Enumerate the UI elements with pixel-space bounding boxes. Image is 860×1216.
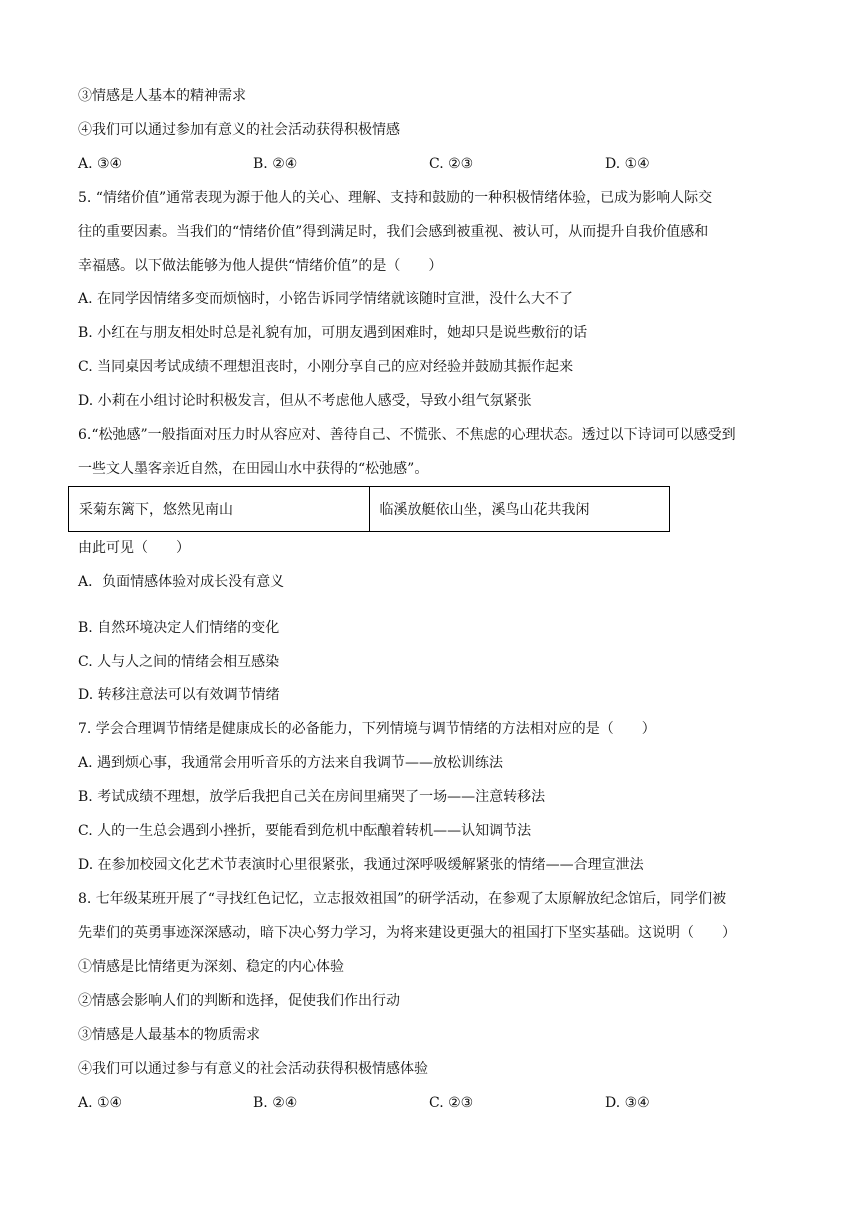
option-d: D. ③④ [605,1095,650,1111]
poem-cell-2: 临溪放艇依山坐，溪鸟山花共我闲 [369,487,670,532]
statement-4: ④我们可以通过参加有意义的社会活动获得积极情感 [78,122,400,138]
option-c: C. 当同桌因考试成绩不理想沮丧时，小刚分享自己的应对经验并鼓励其振作起来 [78,359,574,375]
option-a: A. ③④ [78,156,123,172]
statement-2: ②情感会影响人们的判断和选择，促使我们作出行动 [78,993,400,1009]
question-stem: 6.“松弛感”一般指面对压力时从容应对、善待自己、不慌张、不焦虑的心理状态。透过以下诗词可以感受到 [78,427,736,443]
option-d: D. 小莉在小组讨论时积极发言，但从不考虑他人感受，导致小组气氛紧张 [78,393,532,409]
statement-4: ④我们可以通过参与有意义的社会活动获得积极情感体验 [78,1061,428,1077]
option-c: C. ②③ [429,156,474,172]
question-stem: 往的重要因素。当我们的“情绪价值”得到满足时，我们会感到被重视、被认可，从而提升自我价值感和 [78,224,709,240]
poem-cell-1: 采菊东篱下，悠然见南山 [69,487,370,532]
option-b: B. ②④ [253,156,298,172]
question-stem: 5. “情绪价值”通常表现为源于他人的关心、理解、支持和鼓励的一种积极情绪体验，已成为影响人际交 [78,190,713,206]
option-d: D. ①④ [605,156,650,172]
statement-3: ③情感是人基本的精神需求 [78,88,246,104]
question-stem: 8. 七年级某班开展了“寻找红色记忆，立志报效祖国”的研学活动，在参观了太原解放纪念馆后，同学们被 [78,891,727,907]
question-lead: 由此可见（ ） [78,540,190,556]
option-b: B. 考试成绩不理想，放学后我把自己关在房间里痛哭了一场——注意转移法 [78,789,546,805]
question-stem: 7. 学会合理调节情绪是健康成长的必备能力，下列情境与调节情绪的方法相对应的是（ ） [78,721,656,737]
option-a: A．负面情感体验对成长没有意义 [78,574,285,590]
question-stem: 幸福感。以下做法能够为他人提供“情绪价值”的是（ ） [78,258,443,274]
statement-1: ①情感是比情绪更为深刻、稳定的内心体验 [78,959,344,975]
question-stem: 先辈们的英勇事迹深深感动，暗下决心努力学习，为将来建设更强大的祖国打下坚实基础。这说明（ ） [78,925,736,941]
option-d: D. 在参加校园文化艺术节表演时心里很紧张，我通过深呼吸缓解紧张的情绪——合理宣泄法 [78,857,644,873]
option-d: D. 转移注意法可以有效调节情绪 [78,687,280,703]
option-b: B. ②④ [253,1095,298,1111]
option-b: B. 小红在与朋友相处时总是礼貌有加，可朋友遇到困难时，她却只是说些敷衍的话 [78,325,588,341]
option-c: C. ②③ [429,1095,474,1111]
option-c: C. 人的一生总会遇到小挫折，要能看到危机中酝酿着转机——认知调节法 [78,823,532,839]
option-a: A. ①④ [78,1095,123,1111]
statement-3: ③情感是人最基本的物质需求 [78,1027,260,1043]
poem-table [68,486,670,532]
option-a: A. 在同学因情绪多变而烦恼时，小铭告诉同学情绪就该随时宣泄，没什么大不了 [78,291,574,307]
option-c: C. 人与人之间的情绪会相互感染 [78,654,280,670]
question-stem: 一些文人墨客亲近自然，在田园山水中获得的“松弛感”。 [78,461,429,477]
option-a: A. 遇到烦心事，我通常会用听音乐的方法来自我调节——放松训练法 [78,755,504,771]
option-b: B. 自然环境决定人们情绪的变化 [78,620,280,636]
